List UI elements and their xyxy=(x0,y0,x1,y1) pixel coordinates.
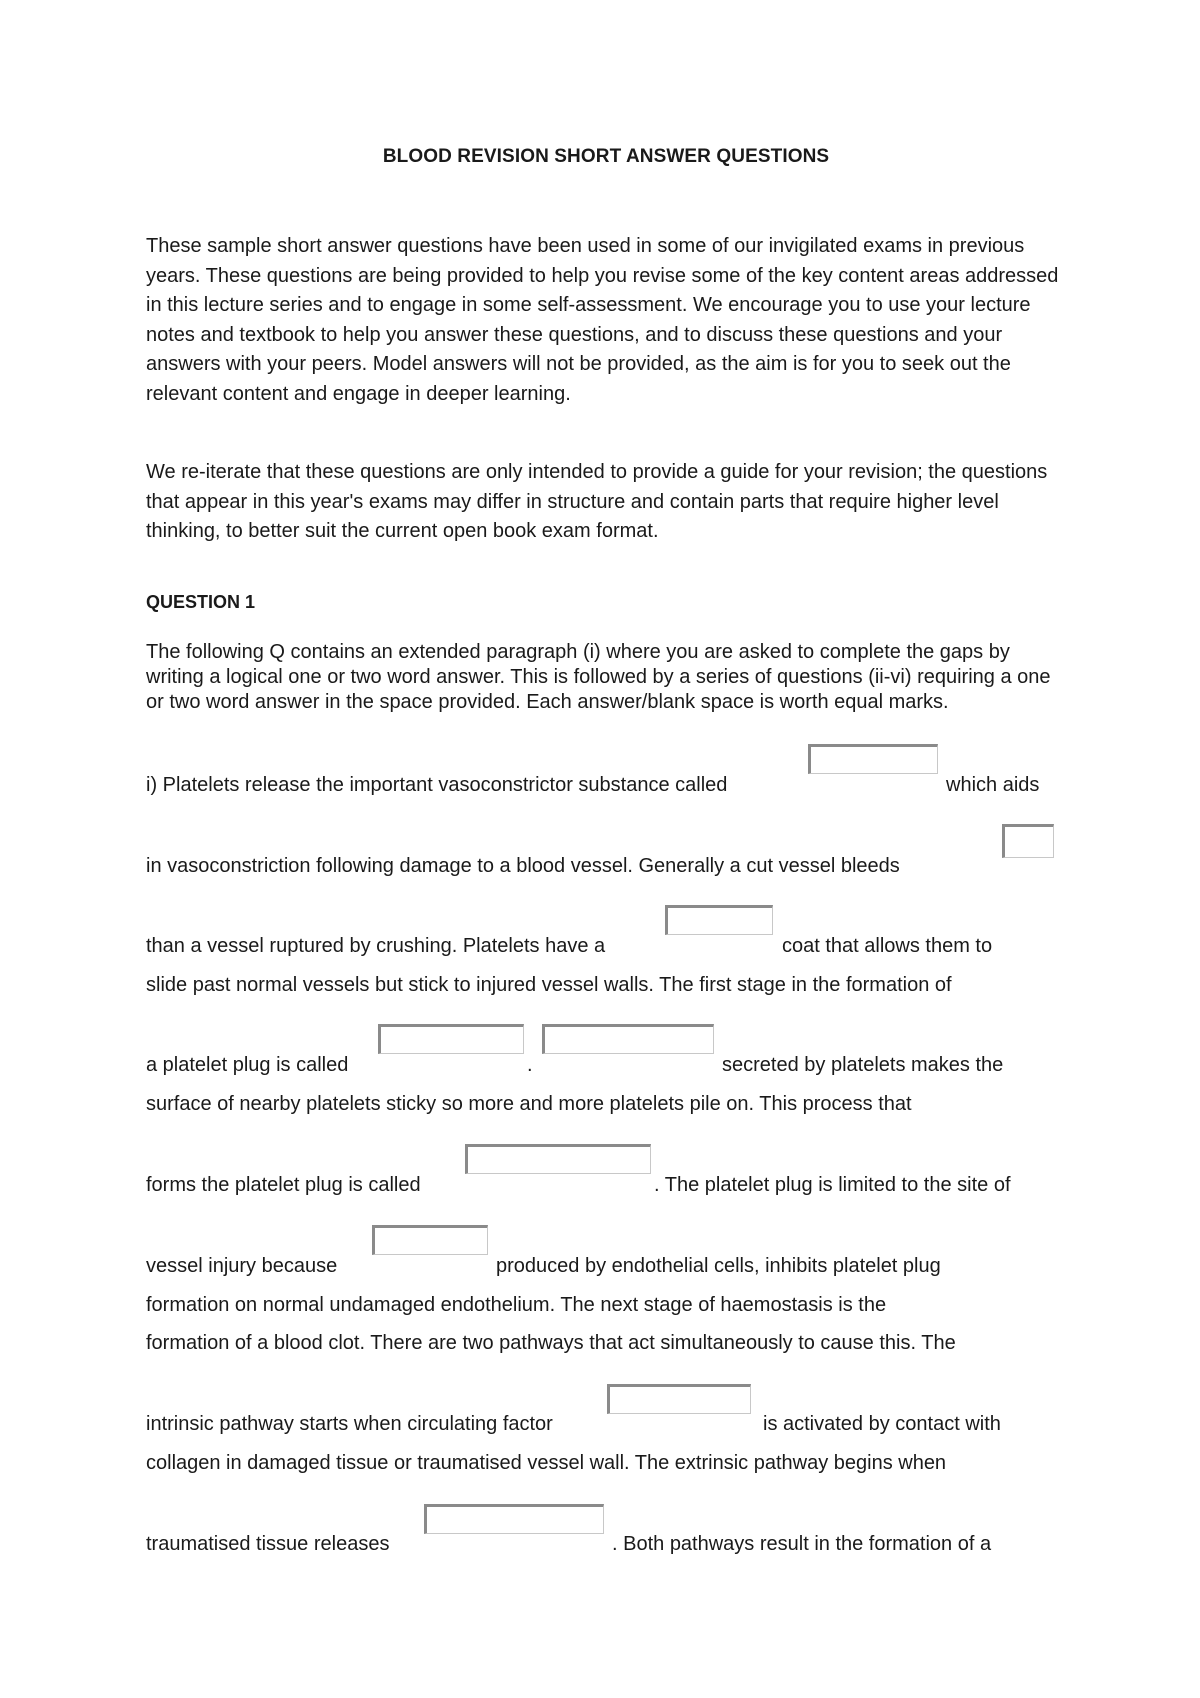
answer-field[interactable] xyxy=(372,1225,488,1255)
document-title: BLOOD REVISION SHORT ANSWER QUESTIONS xyxy=(382,146,830,167)
text-line: in vasoconstriction following damage to a blood vessel. Generally a cut vessel bleeds xyxy=(146,855,900,877)
text-line: vessel injury because xyxy=(146,1255,338,1277)
text-line: i) Platelets release the important vasoconstrictor substance called xyxy=(146,774,728,796)
question-1-heading: QUESTION 1 xyxy=(146,592,256,612)
text-line: . The platelet plug is limited to the site of xyxy=(654,1174,1011,1196)
text-line: a platelet plug is called xyxy=(146,1054,349,1076)
text-line: . xyxy=(527,1054,533,1076)
intro-paragraph-2: We re-iterate that these questions are only intended to provide a guide for your revision; the questions that appear in this year's exams may differ in structure and contain parts that require higher level thinking, to better suit the current open book exam format. xyxy=(146,461,1048,542)
text-line: produced by endothelial cells, inhibits platelet plug xyxy=(496,1255,941,1277)
text-line: secreted by platelets makes the xyxy=(722,1054,1004,1076)
text-line: intrinsic pathway starts when circulating factor xyxy=(146,1413,553,1435)
answer-field[interactable] xyxy=(378,1024,524,1054)
answer-field[interactable] xyxy=(542,1024,714,1054)
text-line: collagen in damaged tissue or traumatised vessel wall. The extrinsic pathway begins when xyxy=(146,1452,947,1474)
text-line: formation on normal undamaged endothelium. The next stage of haemostasis is the xyxy=(146,1294,887,1316)
answer-field[interactable] xyxy=(607,1384,751,1414)
answer-field[interactable] xyxy=(665,905,773,935)
question-1-instructions: The following Q contains an extended paragraph (i) where you are asked to complete the gaps by writing a logical one or two word answer. This is followed by a series of questions (ii-vi) requiring a one or two word answer in the space provided. Each answer/blank space is worth equal marks. xyxy=(146,641,1051,713)
text-line: . Both pathways result in the formation of a xyxy=(612,1533,992,1555)
intro-paragraph-1: These sample short answer questions have been used in some of our invigilated exams in previous years. These questions are being provided to help you revise some of the key content areas addressed in this lecture series and to engage in some self-assessment. We encourage you to use your lecture notes and textbook to help you answer these questions, and to discuss these questions and your answers with your peers. Model answers will not be provided, as the aim is for you to seek out the relevant content and engage in deeper learning. xyxy=(146,235,1059,405)
text-line: traumatised tissue releases xyxy=(146,1533,390,1555)
text-line: is activated by contact with xyxy=(763,1413,1001,1435)
text-line: slide past normal vessels but stick to injured vessel walls. The first stage in the formation of xyxy=(146,974,952,996)
text-line: which aids xyxy=(946,774,1040,796)
text-line: coat that allows them to xyxy=(782,935,993,957)
answer-field[interactable] xyxy=(424,1504,604,1534)
text-line: formation of a blood clot. There are two pathways that act simultaneously to cause this. The xyxy=(146,1332,956,1354)
answer-field[interactable] xyxy=(808,744,938,774)
text-line: surface of nearby platelets sticky so more and more platelets pile on. This process that xyxy=(146,1093,912,1115)
answer-field[interactable] xyxy=(465,1144,651,1174)
text-line: than a vessel ruptured by crushing. Platelets have a xyxy=(146,935,606,957)
answer-field[interactable] xyxy=(1002,824,1054,858)
text-line: forms the platelet plug is called xyxy=(146,1174,421,1196)
